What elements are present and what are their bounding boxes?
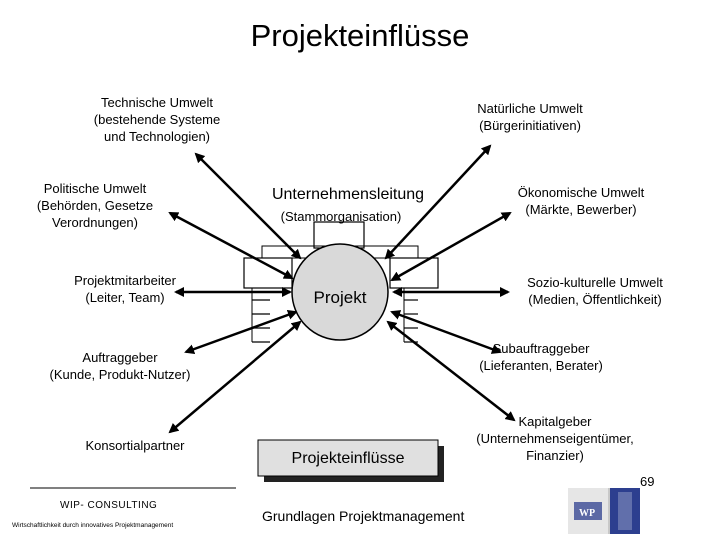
svg-text:WP: WP <box>579 508 596 519</box>
footer-tagline: Wirtschaftlichkeit durch innovatives Projektmanagement <box>12 522 174 529</box>
node-unternehmensleitung: Unternehmensleitung <box>271 186 425 203</box>
footer-course: Grundlagen Projektmanagement <box>262 508 465 524</box>
org-box-right <box>390 258 438 288</box>
projekteinfluesse-box-label: Projekteinflüsse <box>291 450 405 467</box>
wip-logo <box>568 488 640 534</box>
node-projekt: Projekt <box>313 288 367 307</box>
node-politische-umwelt: Politische Umwelt (Behörden, Gesetze Verordnungen) <box>36 181 154 230</box>
node-technische-umwelt: Technische Umwelt (bestehende Systeme und Technologien) <box>93 95 221 144</box>
slide-title: Projekteinflüsse <box>250 18 470 53</box>
arrow-technische-umwelt <box>196 154 300 258</box>
node-konsortialpartner: Konsortialpartner <box>85 438 185 453</box>
node-oekonomische-umwelt: Ökonomische Umwelt (Märkte, Bewerber) <box>517 185 645 217</box>
node-natuerliche-umwelt: Natürliche Umwelt (Bürgerinitiativen) <box>477 101 583 133</box>
node-kapitalgeber: Kapitalgeber (Unternehmenseigentümer, Finanzier) <box>476 414 634 463</box>
arrow-auftraggeber <box>186 312 296 352</box>
page-number: 69 <box>640 474 655 489</box>
footer-company: WIP- CONSULTING <box>60 500 158 511</box>
node-subauftraggeber: Subauftraggeber (Lieferanten, Berater) <box>479 341 603 373</box>
node-projektmitarbeiter: Projektmitarbeiter (Leiter, Team) <box>74 273 176 305</box>
node-soziokulturelle-umwelt: Sozio-kulturelle Umwelt (Medien, Öffentlichkeit) <box>527 275 663 307</box>
node-auftraggeber: Auftraggeber (Kunde, Produkt-Nutzer) <box>49 350 191 382</box>
node-stammorganisation: (Stammorganisation) <box>280 209 402 224</box>
